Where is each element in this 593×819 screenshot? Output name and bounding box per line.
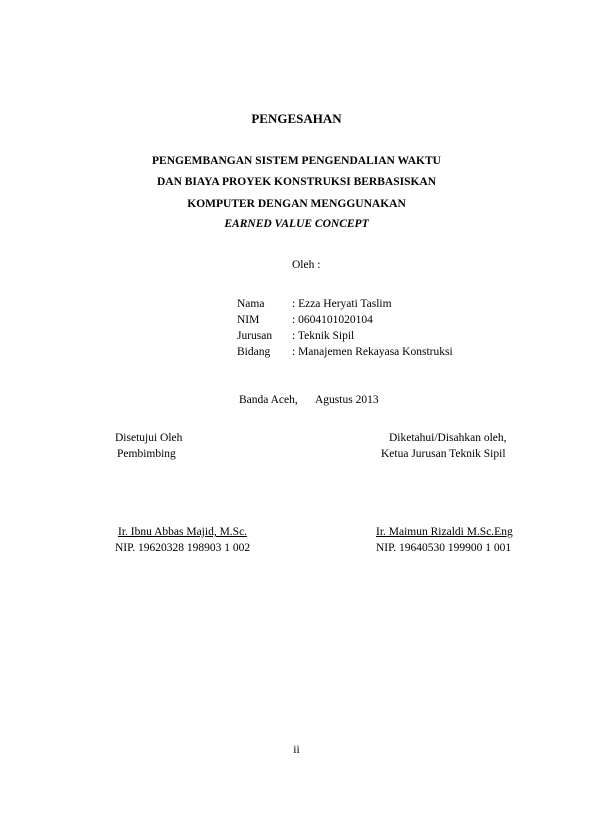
right-sign-nip: NIP. 19640530 199900 1 001 bbox=[376, 542, 512, 554]
left-sign-line-2: Pembimbing bbox=[117, 448, 176, 460]
title-line-1: PENGEMBANGAN SISTEM PENGENDALIAN WAKTU bbox=[152, 155, 441, 167]
field-label-department: Jurusan bbox=[237, 330, 273, 342]
left-sign-name: Ir. Ibnu Abbas Majid, M.Sc. bbox=[118, 526, 248, 538]
page-heading: PENGESAHAN bbox=[251, 111, 342, 126]
right-sign-name: Ir. Maimun Rizaldi M.Sc.Eng bbox=[376, 526, 513, 538]
by-label: Oleh : bbox=[292, 259, 321, 271]
place-label: Banda Aceh, bbox=[239, 394, 298, 406]
left-sign-line-1: Disetujui Oleh bbox=[115, 432, 183, 444]
field-label-name: Nama bbox=[237, 298, 265, 310]
title-line-2: DAN BIAYA PROYEK KONSTRUKSI BERBASISKAN bbox=[156, 176, 437, 188]
date-label: Agustus 2013 bbox=[315, 394, 379, 406]
right-sign-line-2: Ketua Jurusan Teknik Sipil bbox=[381, 448, 506, 460]
left-sign-nip: NIP. 19620328 198903 1 002 bbox=[115, 542, 251, 554]
right-sign-line-1: Diketahui/Disahkan oleh, bbox=[389, 432, 507, 444]
field-value-department: : Teknik Sipil bbox=[292, 330, 355, 342]
title-line-3: KOMPUTER DENGAN MENGGUNAKAN bbox=[187, 198, 406, 210]
field-value-nim: : 0604101020104 bbox=[292, 314, 373, 326]
field-label-field: Bidang bbox=[237, 346, 271, 358]
page-number: ii bbox=[293, 744, 300, 756]
title-line-italic: EARNED VALUE CONCEPT bbox=[224, 218, 369, 230]
field-value-field: : Manajemen Rekayasa Konstruksi bbox=[292, 346, 453, 358]
field-value-name: : Ezza Heryati Taslim bbox=[292, 298, 392, 310]
field-label-nim: NIM bbox=[237, 314, 260, 326]
